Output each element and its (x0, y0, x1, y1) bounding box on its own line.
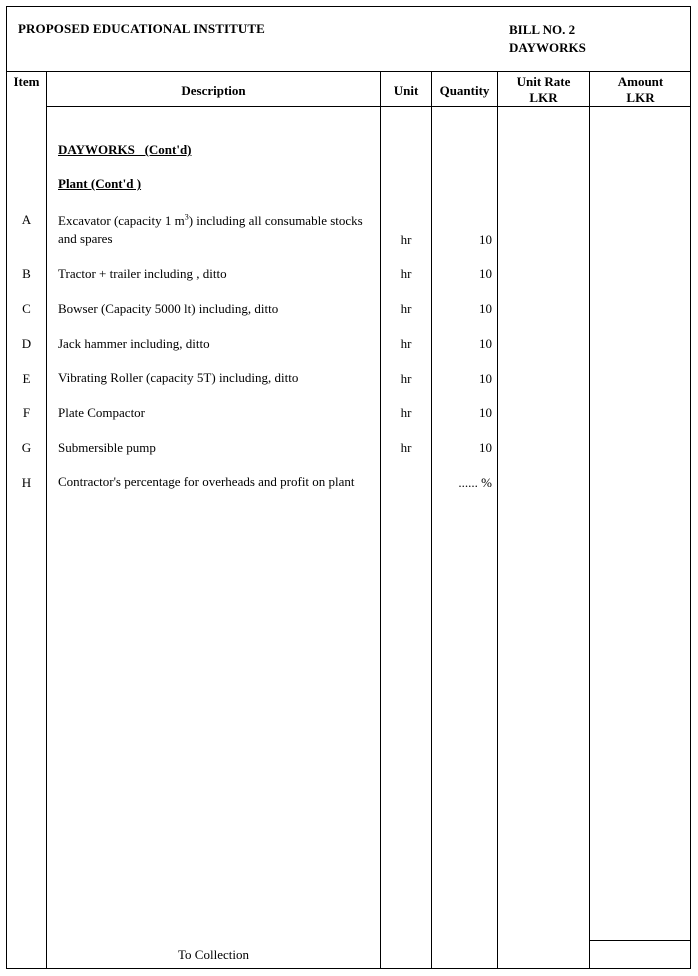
col-header-item: Item (13, 74, 40, 89)
item-quantity: 10 (479, 371, 492, 386)
item-code: F (22, 405, 31, 420)
item-unit: hr (400, 266, 412, 281)
item-unit: hr (400, 336, 412, 351)
item-unit: hr (400, 232, 412, 247)
amount-total-rule (590, 940, 691, 941)
amount-currency: LKR (626, 90, 655, 105)
item-description: Contractor's percentage for overheads and profit on plant (58, 474, 355, 489)
item-description: Tractor + trailer including , ditto (58, 266, 227, 281)
item-code: G (21, 440, 32, 455)
section-title: DAYWORKS (Cont'd) (58, 142, 192, 157)
item-code: B (22, 266, 31, 281)
col-divider-quantity (497, 71, 498, 969)
col-divider-unit (431, 71, 432, 969)
item-code: A (21, 212, 32, 227)
col-header-description: Description (181, 83, 246, 98)
project-title: PROPOSED EDUCATIONAL INSTITUTE (18, 21, 265, 36)
bill-number: BILL NO. 2 (509, 22, 576, 37)
table-header-bottom-rule (46, 106, 691, 107)
item-unit: hr (400, 371, 412, 386)
item-description: Jack hammer including, ditto (58, 336, 210, 351)
col-divider-item (46, 71, 47, 969)
item-quantity: ...... % (458, 475, 492, 490)
item-unit: hr (400, 405, 412, 420)
col-header-unit-rate (499, 74, 588, 106)
to-collection-label: To Collection (178, 947, 249, 962)
item-quantity: 10 (479, 336, 492, 351)
col-header-amount (591, 74, 690, 106)
item-quantity: 10 (479, 232, 492, 247)
col-header-unit: Unit (393, 83, 419, 98)
item-unit: hr (400, 440, 412, 455)
unit-rate-label: Unit Rate (516, 74, 571, 89)
bill-header (509, 21, 586, 57)
item-quantity: 10 (479, 301, 492, 316)
item-description: Vibrating Roller (capacity 5T) including, ditto (58, 370, 299, 385)
amount-label: Amount (617, 74, 664, 89)
item-code: H (21, 475, 32, 490)
item-description: Excavator (capacity 1 $m^3$) including all consumable stocks and spares (58, 212, 363, 246)
unit-rate-currency: LKR (529, 90, 558, 105)
item-description: Submersible pump (58, 440, 156, 455)
col-divider-rate (589, 71, 590, 969)
col-divider-description (380, 71, 381, 969)
item-description: Plate Compactor (58, 405, 146, 420)
item-code: E (22, 371, 31, 386)
item-quantity: 10 (479, 405, 492, 420)
col-header-quantity: Quantity (439, 83, 490, 98)
item-unit: hr (400, 301, 412, 316)
item-code: C (22, 301, 31, 316)
item-code: D (21, 336, 32, 351)
section-subtitle: Plant (Cont'd ) (58, 176, 142, 191)
item-quantity: 10 (479, 440, 492, 455)
item-description: Bowser (Capacity 5000 lt) including, ditto (58, 301, 279, 316)
item-quantity: 10 (479, 266, 492, 281)
bill-title: DAYWORKS (509, 40, 586, 55)
